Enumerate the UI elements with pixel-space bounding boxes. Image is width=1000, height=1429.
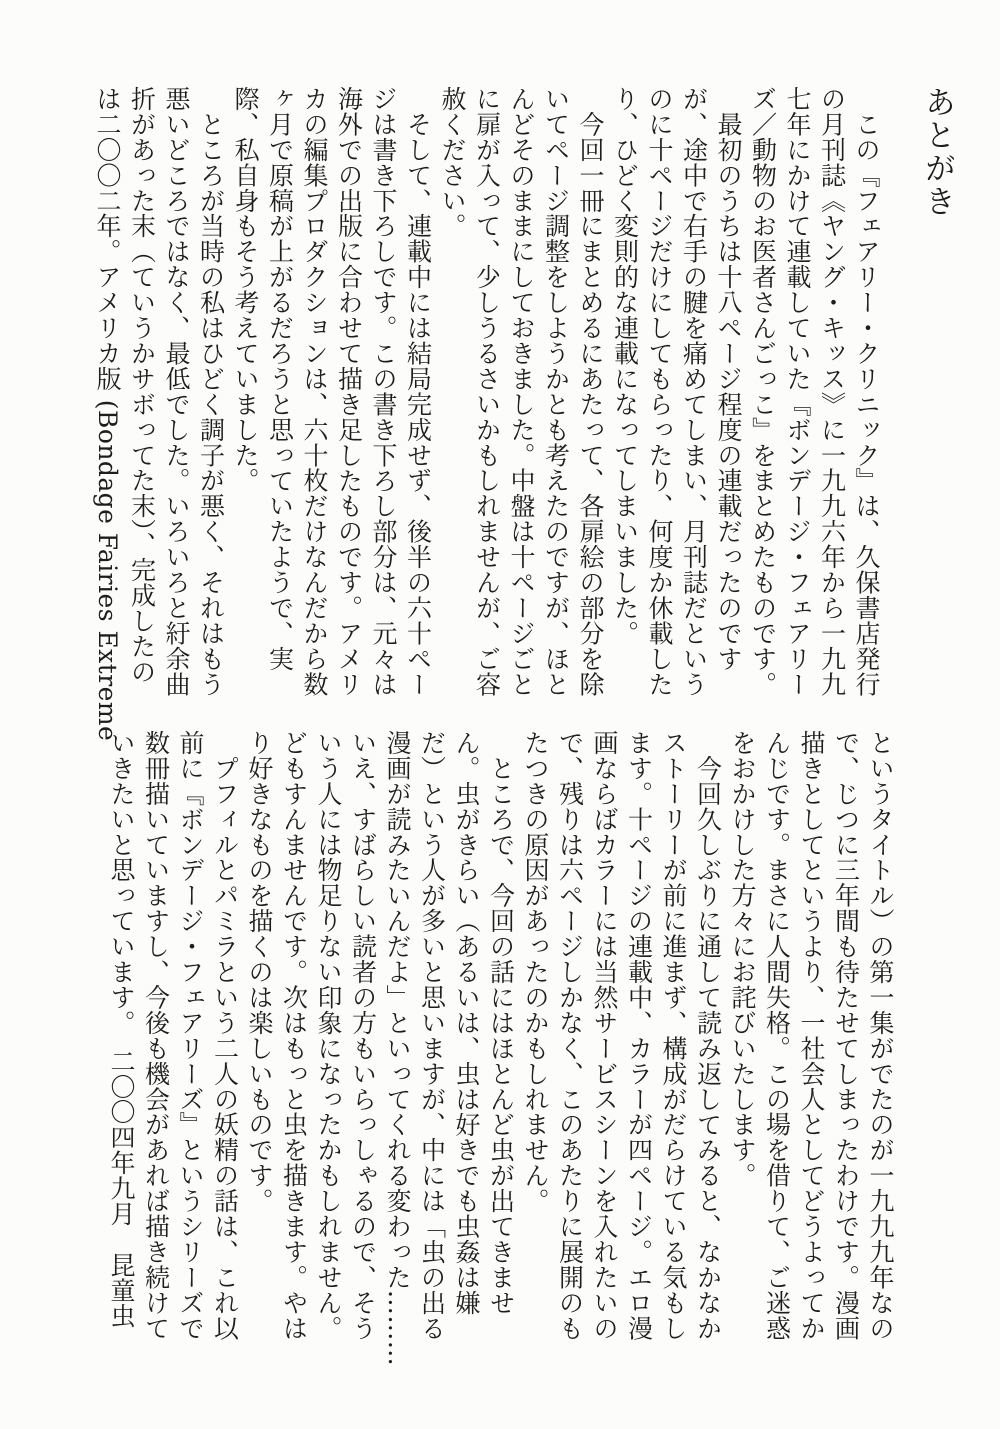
text-column: というタイトル）の第一集がでたのが一九九九年なの — [866, 730, 895, 1341]
text-column: たつきの原因があったのかもしれません。 — [521, 730, 550, 1214]
text-column: 際、私自身もそう考えていました。 — [231, 86, 260, 494]
text-column: この『フェアリー・クリニック』は、久保書店発行 — [852, 86, 881, 697]
text-column: どもすんませんです。次はもっと虫を描きます。やは — [279, 730, 309, 1341]
text-column: 数冊描いていますし、今後も機会があれば描き続けて — [141, 730, 171, 1341]
text-column: 折があった末（ていうかサボってた末）、完成したの — [127, 86, 157, 685]
text-column: 赦ください。 — [438, 86, 467, 239]
text-column: いきたいと思っています。 二〇〇四年九月 昆童虫 — [107, 730, 136, 1329]
text-column: んじです。まさに人間失格。この場を借りて、ご迷惑 — [762, 730, 792, 1341]
text-column: が、途中で右手の腱を痛めてしまい、月刊誌だという — [679, 86, 709, 697]
text-column: 前に『ボンデージ・フェアリーズ』というシリーズで — [176, 730, 205, 1341]
text-column: 今回久しぶりに通して読み返してみると、なかなか — [693, 730, 723, 1341]
text-column: だ）という人が多いと思いますが、中には「虫の出る — [417, 730, 447, 1341]
text-column: の月刊誌《ヤング・キッス》に一九九六年から一九九 — [817, 86, 847, 697]
text-column: プフィルとパミラという二人の妖精の話は、これ以 — [210, 730, 240, 1341]
text-column: いてページ調整をしようかとも考えたのですが、ほと — [541, 86, 571, 697]
text-column: 今回一冊にまとめるにあたって、各扉絵の部分を除 — [576, 86, 605, 697]
upper-text-block — [90, 86, 956, 742]
text-column: んどそのままにしておきました。中盤は十ページごと — [507, 86, 536, 697]
text-column: 悪いどころではなく、最低でした。いろいろと紆余曲 — [162, 86, 191, 697]
text-column: に扉が入って、少しうるさいかもしれませんが、ご容 — [472, 86, 502, 697]
text-column: ジは書き下ろしです。この書き下ろし部分は、元々は — [369, 86, 398, 697]
text-column: り好きなものを描くのは楽しいものです。 — [245, 730, 274, 1214]
text-column: 最初のうちは十八ページ程度の連載だったのです — [714, 86, 743, 672]
text-column: ズ／動物のお医者さんごっこ』をまとめたものです。 — [748, 86, 778, 697]
text-column: カの編集プロダクションは、六十枚だけなんだから数 — [300, 86, 329, 697]
text-column: 海外での出版に合わせて描き足したものです。アメリ — [334, 86, 364, 697]
text-column: 漫画が読みたいんだよ」といってくれる変わった……… — [383, 730, 412, 1367]
text-column: ストーリーが前に進まず、構成がだらけている気もし — [659, 730, 688, 1341]
text-column: をおかけした方々にお詫びいたします。 — [728, 730, 757, 1189]
text-column: いう人には物足りない印象になったかもしれません。 — [314, 730, 343, 1341]
text-column: で、じつに三年間も待たせてしまったわけです。漫画 — [831, 730, 861, 1341]
text-column: いえ、すばらしい読者の方もいらっしゃるので、そう — [348, 730, 378, 1341]
text-column: ます。十ページの連載中、カラーが四ページ。エロ漫 — [624, 730, 654, 1341]
lower-text-block — [104, 730, 898, 1367]
text-column: 画ならばカラーには当然サービスシーンを入れたいの — [590, 730, 619, 1341]
text-column: ヶ月で原稿が上がるだろうと思っていたようで、実 — [265, 86, 295, 672]
text-column: で、残りは六ページしかなく、このあたりに展開のも — [555, 730, 585, 1341]
text-column: のに十ページだけにしてもらったり、何度か休載した — [645, 86, 674, 697]
text-column: 描きとしてというより、一社会人としてどうよってか — [797, 730, 826, 1341]
text-column: ところが当時の私はひどく調子が悪く、それはもう — [196, 86, 226, 697]
text-column: 七年にかけて連載していた『ボンデージ・フェアリー — [783, 86, 812, 697]
text-column: は二〇〇二年。アメリカ版 (Bondage Fairies Extreme — [93, 86, 122, 742]
page-title: あとがき — [919, 86, 955, 218]
text-column: り、ひどく変則的な連載になってしまいました。 — [610, 86, 640, 646]
text-column: ん。虫がきらい（あるいは、虫は好きでも虫姦は嫌 — [452, 730, 481, 1316]
text-column: ところで、今回の話にはほとんど虫が出てきませ — [486, 730, 516, 1316]
text-column: そして、連載中には結局完成せず、後半の六十ペー — [403, 86, 433, 697]
